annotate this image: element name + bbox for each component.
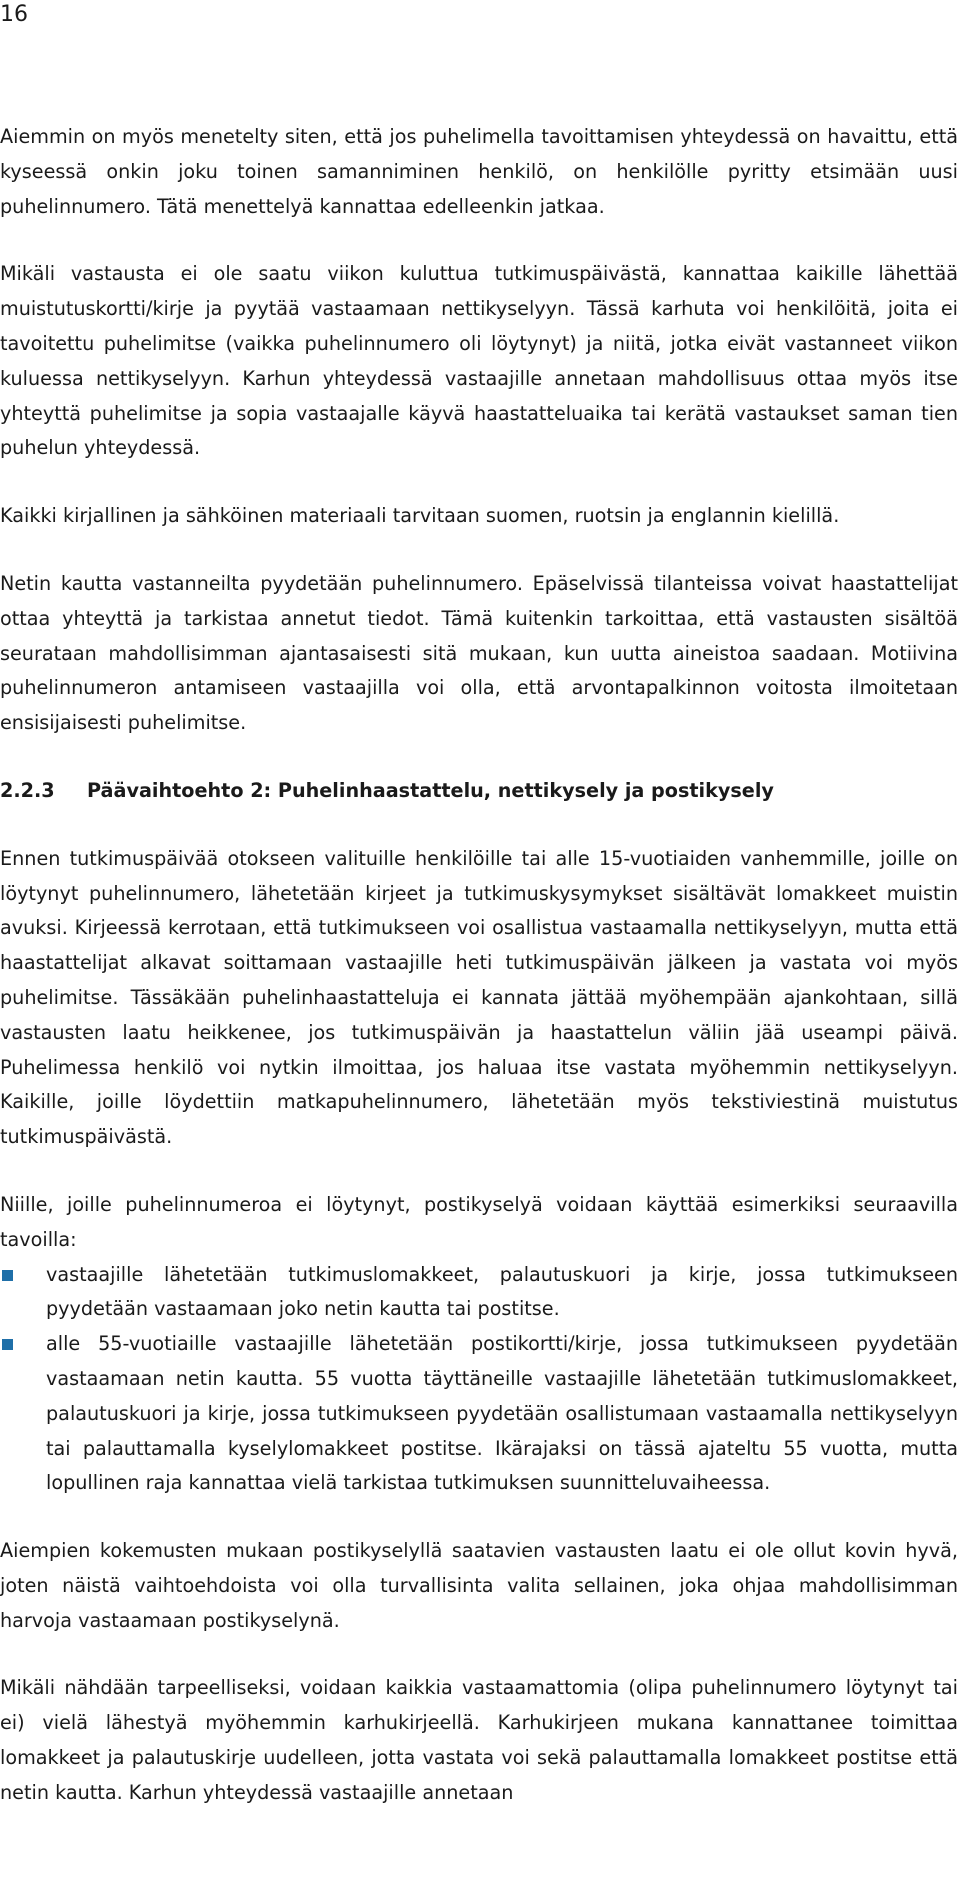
list-item-text: vastaajille lähetetään tutkimuslomakkeet, palautuskuori ja kirje, jossa tutkimukseen pyydetään vastaamaan joko netin kautta tai postitse. xyxy=(46,1262,958,1321)
paragraph: Mikäli nähdään tarpeelliseksi, voidaan kaikkia vastaamattomia (olipa puhelinnumero löytynyt tai ei) vielä lähestyä myöhemmin karhukirjeellä. Karhukirjeen mukana kannattanee toimittaa lomakkeet ja palautuskirje uudelleen, jotta vastata voi sekä palauttamalla lomakkeet postitse että netin kautta. Karhun yhteydessä vastaajille annetaan xyxy=(0,1676,958,1804)
bullet-list xyxy=(0,1258,958,1502)
paragraph: Ennen tutkimuspäivää otokseen valituille henkilöille tai alle 15-vuotiaiden vanhemmille, joille on löytynyt puhelinnumero, lähetetään kirjeet ja tutkimuskysymykset sisältävät lomakkeet muistin avuksi. Kirjeessä kerrotaan, että tutkimukseen voi osallistua vastaamalla nettikyselyyn, mutta että haastattelijat alkavat soittamaan vastaajille heti tutkimuspäivän jälkeen ja vastata voi myös puhelimitse. Tässäkään puhelinhaastatteluja ei kannata jättää myöhempään ajankohtaan, sillä vastausten laatu heikkenee, jos tutkimuspäivän ja haastattelun väliin jää useampi päivä. Puhelimessa henkilö voi nytkin ilmoittaa, jos haluaa itse vastata myöhemmin nettikyselyyn. Kaikille, joille löydettiin matkapuhelinnumero, lähetetään myös tekstiviestinä muistutus tutkimuspäivästä. xyxy=(0,846,958,1149)
list-item-text: alle 55-vuotiaille vastaajille lähetetään postikortti/kirje, jossa tutkimukseen pyydetään vastaamaan netin kautta. 55 vuotta täyttäneille vastaajille lähetetään tutkimuslomakkeet, palautuskuori ja kirje, jossa tutkimukseen pyydetään osallistumaan vastaamalla nettikyselyyn tai palauttamalla kyselylomakkeet postitse. Ikärajaksi on tässä ajateltu 55 vuotta, mutta lopullinen raja kannattaa vielä tarkistaa tutkimuksen suunnitteluvaiheessa. xyxy=(46,1332,958,1495)
paragraph: Aiemmin on myös menetelty siten, että jos puhelimella tavoittamisen yhteydessä on havaittu, että kyseessä onkin joku toinen samanniminen henkilö, on henkilölle pyritty etsimään uusi puhelinnumero. Tätä menettelyä kannattaa edelleenkin jatkaa. xyxy=(0,125,958,218)
paragraph: Kaikki kirjallinen ja sähköinen materiaali tarvitaan suomen, ruotsin ja englannin kielillä. xyxy=(0,504,840,528)
section-title: Päävaihtoehto 2: Puhelinhaastattelu, nettikysely ja postikysely xyxy=(87,778,774,802)
square-bullet-icon xyxy=(2,1339,13,1350)
section-heading xyxy=(0,774,958,809)
paragraph: Netin kautta vastanneilta pyydetään puhelinnumero. Epäselvissä tilanteissa voivat haastattelijat ottaa yhteyttä ja tarkistaa annetut tiedot. Tämä kuitenkin tarkoittaa, että vastausten sisältöä seurataan mahdollisimman ajantasaisesti sitä mukaan, kun uutta aineistoa saadaan. Motiivina puhelinnumeron antamiseen vastaajilla voi olla, että arvontapalkinnon voitosta ilmoitetaan ensisijaisesti puhelimitse. xyxy=(0,571,958,735)
page-number: 16 xyxy=(0,2,28,27)
paragraph: Aiempien kokemusten mukaan postikyselyllä saatavien vastausten laatu ei ole ollut kovin hyvä, joten näistä vaihtoehdoista voi olla turvallisinta valita sellainen, joka ohjaa mahdollisimman harvoja vastaamaan postikyselynä. xyxy=(0,1539,958,1632)
paragraph: Mikäli vastausta ei ole saatu viikon kuluttua tutkimuspäivästä, kannattaa kaikille lähettää muistutuskortti/kirje ja pyytää vastaamaan nettikyselyyn. Tässä karhuta voi henkilöitä, joita ei tavoitettu puhelimitse (vaikka puhelinnumero oli löytynyt) ja niitä, jotka eivät vastanneet viikon kuluessa nettikyselyyn. Karhun yhteydessä vastaajille annetaan mahdollisuus ottaa myös itse yhteyttä puhelimitse ja sopia vastaajalle käyvä haastatteluaika tai kerätä vastaukset saman tien puhelun yhteydessä. xyxy=(0,262,958,460)
list-item xyxy=(0,1327,958,1501)
document-body xyxy=(0,120,958,1811)
list-item xyxy=(0,1258,958,1328)
paragraph: Niille, joille puhelinnumeroa ei löytynyt, postikyselyä voidaan käyttää esimerkiksi seuraavilla tavoilla: xyxy=(0,1192,958,1251)
section-number: 2.2.3 xyxy=(0,778,55,802)
square-bullet-icon xyxy=(2,1270,13,1281)
